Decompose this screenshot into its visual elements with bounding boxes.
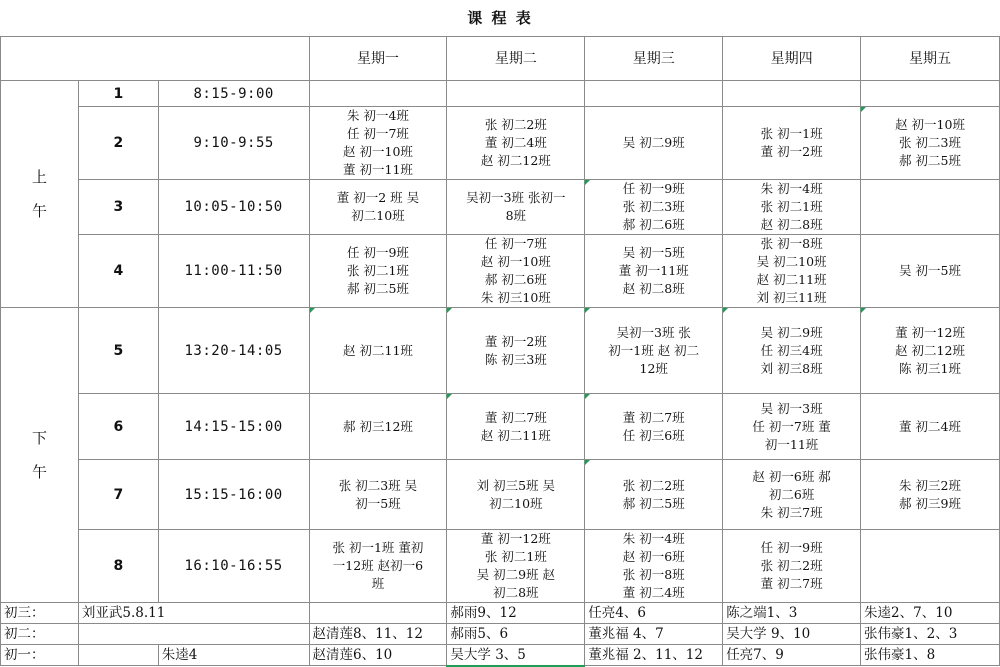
day-header-mon: 星期一 xyxy=(309,37,447,81)
page-title: 课 程 表 xyxy=(467,9,533,27)
footer-cell[interactable]: 董兆福 2、11、12 xyxy=(585,645,723,666)
footer-cell[interactable]: 吴大学 9、10 xyxy=(723,624,861,645)
period-number: 4 xyxy=(78,235,158,308)
period-time: 15:15-16:00 xyxy=(158,460,309,530)
footer-grade-label: 初三： xyxy=(1,603,79,624)
class-cell[interactable] xyxy=(861,180,1000,235)
class-cell[interactable]: 任 初一9班 张 初二1班 郝 初二5班 xyxy=(309,235,447,308)
period-time: 16:10-16:55 xyxy=(158,530,309,603)
footer-cell[interactable]: 赵清莲6、10 xyxy=(309,645,447,666)
schedule-table xyxy=(0,36,1000,667)
class-cell[interactable] xyxy=(585,81,723,107)
table-row xyxy=(1,107,1000,180)
footer-row xyxy=(1,645,1000,666)
table-row xyxy=(1,460,1000,530)
period-time: 10:05-10:50 xyxy=(158,180,309,235)
class-cell[interactable] xyxy=(723,81,861,107)
class-cell[interactable]: 吴 初二9班 xyxy=(585,107,723,180)
class-cell[interactable]: 郝 初三12班 xyxy=(309,394,447,460)
class-cell[interactable]: 张 初二2班 郝 初二5班 xyxy=(585,460,723,530)
table-row xyxy=(1,235,1000,308)
day-header-thu: 星期四 xyxy=(723,37,861,81)
class-cell[interactable]: 吴 初一5班 xyxy=(861,235,1000,308)
period-number: 8 xyxy=(78,530,158,603)
footer-cell[interactable]: 朱逵4 xyxy=(158,645,309,666)
table-row xyxy=(1,530,1000,603)
class-cell[interactable] xyxy=(309,81,447,107)
period-time: 11:00-11:50 xyxy=(158,235,309,308)
period-time: 14:15-15:00 xyxy=(158,394,309,460)
class-cell[interactable]: 张 初一8班 吴 初二10班 赵 初二11班 刘 初三11班 xyxy=(723,235,861,308)
class-cell[interactable]: 吴 初一3班 任 初一7班 董 初一11班 xyxy=(723,394,861,460)
session-morning: 上 午 xyxy=(1,81,79,308)
footer-cell-selected[interactable]: 吴大学 3、5 xyxy=(447,645,585,666)
class-cell[interactable]: 董 初二7班 赵 初二11班 xyxy=(447,394,585,460)
class-cell[interactable]: 朱 初三2班 郝 初三9班 xyxy=(861,460,1000,530)
footer-cell[interactable] xyxy=(78,645,158,666)
period-time: 13:20-14:05 xyxy=(158,308,309,394)
period-time: 8:15-9:00 xyxy=(158,81,309,107)
period-time: 9:10-9:55 xyxy=(158,107,309,180)
class-cell[interactable]: 吴 初二9班 任 初三4班 刘 初三8班 xyxy=(723,308,861,394)
footer-cell[interactable]: 朱逵2、7、10 xyxy=(861,603,1000,624)
class-cell[interactable]: 赵 初一10班 张 初二3班 郝 初二5班 xyxy=(861,107,1000,180)
class-cell[interactable]: 吴初一3班 张初一 8班 xyxy=(447,180,585,235)
footer-row xyxy=(1,603,1000,624)
corner-cell xyxy=(1,37,310,81)
table-row xyxy=(1,180,1000,235)
class-cell[interactable]: 董 初一12班 张 初二1班 吴 初二9班 赵 初二8班 xyxy=(447,530,585,603)
class-cell[interactable]: 任 初一9班 张 初二3班 郝 初二6班 xyxy=(585,180,723,235)
footer-cell[interactable]: 郝雨9、12 xyxy=(447,603,585,624)
class-cell[interactable] xyxy=(861,81,1000,107)
class-cell[interactable] xyxy=(447,81,585,107)
class-cell[interactable]: 朱 初一4班 张 初二1班 赵 初二8班 xyxy=(723,180,861,235)
footer-cell[interactable]: 董兆福 4、7 xyxy=(585,624,723,645)
class-cell[interactable]: 张 初二3班 吴 初一5班 xyxy=(309,460,447,530)
footer-cell[interactable]: 任亮4、6 xyxy=(585,603,723,624)
footer-cell[interactable]: 郝雨5、6 xyxy=(447,624,585,645)
period-number: 5 xyxy=(78,308,158,394)
class-cell[interactable]: 董 初一12班 赵 初二12班 陈 初三1班 xyxy=(861,308,1000,394)
footer-row xyxy=(1,624,1000,645)
footer-cell[interactable] xyxy=(309,603,447,624)
class-cell[interactable]: 赵 初一6班 郝 初二6班 朱 初三7班 xyxy=(723,460,861,530)
footer-cell[interactable]: 张伟豪1、2、3 xyxy=(861,624,1000,645)
footer-cell[interactable]: 张伟豪1、8 xyxy=(861,645,1000,666)
class-cell[interactable]: 刘 初三5班 吴 初二10班 xyxy=(447,460,585,530)
class-cell[interactable]: 张 初一1班 董初 一12班 赵初一6 班 xyxy=(309,530,447,603)
header-row xyxy=(1,37,1000,81)
period-number: 6 xyxy=(78,394,158,460)
class-cell[interactable]: 朱 初一4班 任 初一7班 赵 初一10班 董 初一11班 xyxy=(309,107,447,180)
period-number: 1 xyxy=(78,81,158,107)
table-row xyxy=(1,394,1000,460)
class-cell[interactable]: 吴初一3班 张 初一1班 赵 初二 12班 xyxy=(585,308,723,394)
day-header-fri: 星期五 xyxy=(861,37,1000,81)
class-cell[interactable]: 赵 初二11班 xyxy=(309,308,447,394)
footer-cell[interactable]: 陈之端1、3 xyxy=(723,603,861,624)
class-cell[interactable]: 任 初一9班 张 初二2班 董 初二7班 xyxy=(723,530,861,603)
class-cell[interactable]: 董 初一2 班 吴 初二10班 xyxy=(309,180,447,235)
footer-cell[interactable]: 赵清莲8、11、12 xyxy=(309,624,447,645)
table-row xyxy=(1,308,1000,394)
class-cell[interactable]: 张 初二2班 董 初二4班 赵 初二12班 xyxy=(447,107,585,180)
table-row xyxy=(1,81,1000,107)
class-cell[interactable]: 张 初一1班 董 初一2班 xyxy=(723,107,861,180)
session-afternoon: 下 午 xyxy=(1,308,79,603)
footer-cell[interactable]: 刘亚武5.8.11 xyxy=(78,603,309,624)
class-cell[interactable]: 董 初二4班 xyxy=(861,394,1000,460)
footer-grade-label: 初一： xyxy=(1,645,79,666)
class-cell[interactable]: 吴 初一5班 董 初一11班 赵 初二8班 xyxy=(585,235,723,308)
period-number: 7 xyxy=(78,460,158,530)
day-header-wed: 星期三 xyxy=(585,37,723,81)
class-cell[interactable] xyxy=(861,530,1000,603)
footer-cell[interactable]: 任亮7、9 xyxy=(723,645,861,666)
footer-grade-label: 初二： xyxy=(1,624,79,645)
class-cell[interactable]: 朱 初一4班 赵 初一6班 张 初一8班 董 初二4班 xyxy=(585,530,723,603)
day-header-tue: 星期二 xyxy=(447,37,585,81)
class-cell[interactable]: 董 初二7班 任 初三6班 xyxy=(585,394,723,460)
period-number: 3 xyxy=(78,180,158,235)
period-number: 2 xyxy=(78,107,158,180)
class-cell[interactable]: 任 初一7班 赵 初一10班 郝 初二6班 朱 初三10班 xyxy=(447,235,585,308)
class-cell[interactable]: 董 初一2班 陈 初三3班 xyxy=(447,308,585,394)
footer-cell[interactable] xyxy=(78,624,309,645)
